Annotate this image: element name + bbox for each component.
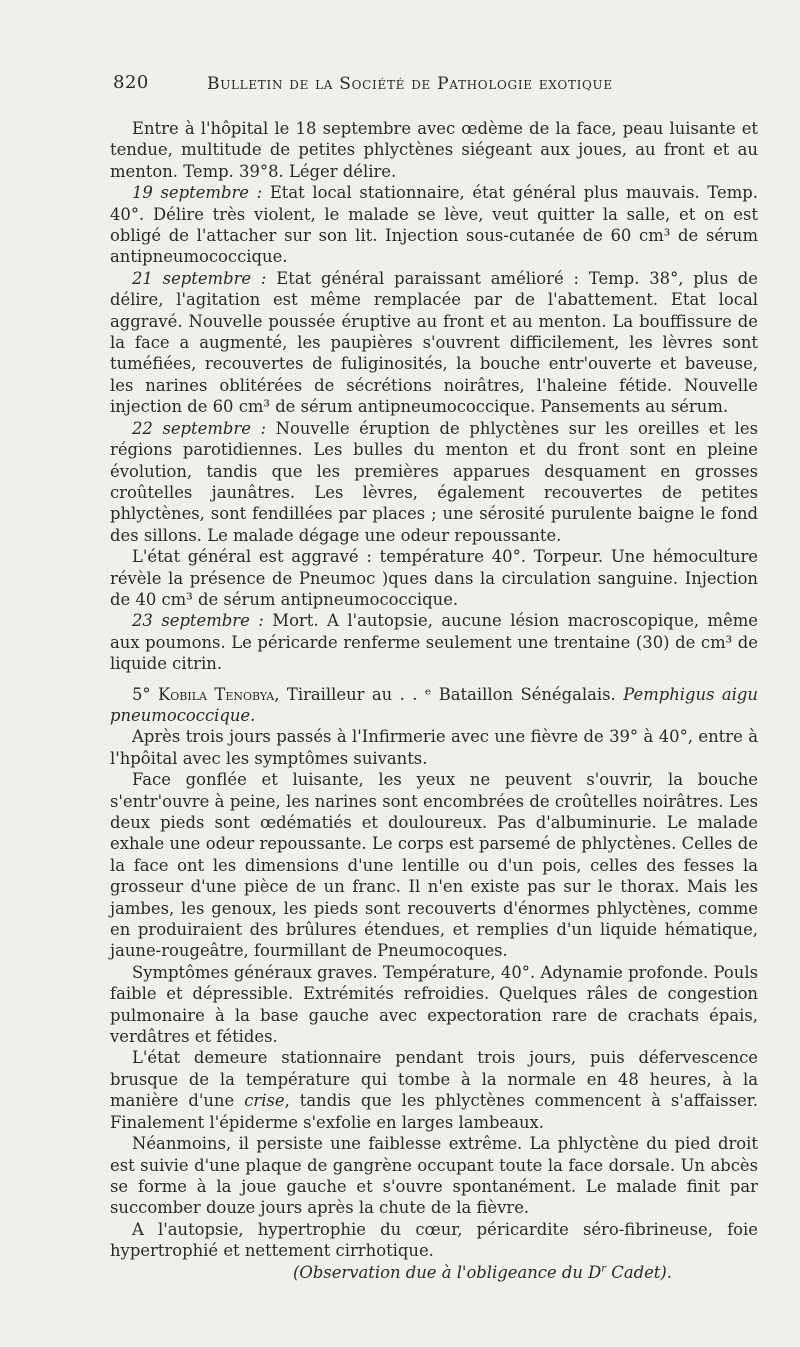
date-label: 23 septembre : <box>132 611 264 631</box>
article-body <box>110 118 758 1283</box>
paragraph-text: Etat général paraissant amélioré : Temp. 38°, plus de délire, l'agitation est même remplacée par de l'abattement. Etat local aggravé. Nouvelle poussée éruptive au front et au menton. La bouffissure de la face a augmenté, les paupières s'ouvrent difficilement, les lèvres sont tuméfiées, recouvertes de fuliginosités, la bouche entr'ouverte et baveuse, les narines oblitérées de sécrétions noirâtres, l'haleine fétide. Nouvelle injection de 60 cm³ de sérum antipneumococcique. Pansements au sérum. <box>110 268 758 417</box>
paragraph-19-sept <box>110 182 758 268</box>
paragraph-23-sept <box>110 610 758 674</box>
date-label: 21 septembre : <box>132 268 267 288</box>
observation-credit <box>110 1262 758 1283</box>
running-title: Bulletin de la Société de Pathologie exotique <box>207 74 613 94</box>
paragraph-text: , tandis que les phlyctènes commencent à s'affaisser. Finalement l'épiderme s'exfolie en larges lambeaux. <box>110 1091 758 1132</box>
paragraph-face: Face gonflée et luisante, les yeux ne peuvent s'ouvrir, la bouche s'entr'ouvre à peine, les narines sont encombrées de croûtelles noirâtres. Les deux pieds sont œdématiés et douloureux. Pas d'albuminurie. Le malade exhale une odeur repoussante. Le corps est parsemé de phlyctènes. Celles de la face ont les dimensions d'une lentille ou d'un pois, celles des fesses la grosseur d'une pièce de un franc. Il n'en existe pas sur le thorax. Mais les jambes, les genoux, les pieds sont recouverts d'énormes phlyctènes, comme en produiraient des brûlures étendues, et remplies d'un liquide hématique, jaune-rougeâtre, fourmillant de Pneumocoques. <box>110 770 758 961</box>
patient-name: Kobila Tenobya, <box>158 684 280 704</box>
paragraph-autopsy: A l'autopsie, hypertrophie du cœur, péricardite séro-fibrineuse, foie hypertrophié et nettement cirrhotique. <box>110 1219 758 1261</box>
paragraph-hemoculture: L'état général est aggravé : température 40°. Torpeur. Une hémoculture révèle la présence de Pneumoc )ques dans la circulation sanguine. Injection de 40 cm³ de sérum antipneumococcique. <box>110 547 758 609</box>
credit-prefix: (Observation due à l'obligeance du D <box>292 1262 602 1282</box>
credit-suffix: Cadet). <box>606 1262 672 1282</box>
case-heading <box>110 684 758 727</box>
case-number: 5° <box>132 684 151 704</box>
paragraph-gangrene: Néanmoins, il persiste une faiblesse extrême. La phlyctène du pied droit est suivie d'une plaque de gangrène occupant toute la face dorsale. Un abcès se forme à la joue gauche et s'ouvre spontanément. Le malade finit par succomber douze jours après la chute de la fièvre. <box>110 1134 758 1218</box>
date-label: 22 septembre : <box>132 418 267 438</box>
running-header <box>113 70 673 100</box>
paragraph-symptoms: Symptômes généraux graves. Température, 40°. Adynamie profonde. Pouls faible et dépressible. Extrémités refroidies. Quelques râles de congestion pulmonaire à la base gauche avec expectoration rare de crachats épais, verdâtres et fétides. <box>110 962 758 1047</box>
paragraph-admission: Entre à l'hôpital le 18 septembre avec œdème de la face, peau luisante et tendue, multitude de petites phlyctènes siégeant aux joues, au front et au menton. Temp. 39°8. Léger délire. <box>110 119 758 181</box>
credit-sup: r <box>601 1263 607 1275</box>
paragraph-21-sept <box>110 268 758 418</box>
case-unit: Tirailleur au . . ᵉ Bataillon Sénégalais. <box>286 684 616 704</box>
case-diagnosis: Pemphigus aigu pneumococcique. <box>110 684 758 725</box>
paragraph-text: L'état demeure stationnaire pendant trois jours, puis défervescence brusque de la température qui tombe à la normale en 48 heures, à la manière d'une <box>110 1048 758 1111</box>
paragraph-infirmary: Après trois jours passés à l'Infirmerie avec une fièvre de 39° à 40°, entre à l'hpôital avec les symptômes suivants. <box>110 727 758 768</box>
paragraph-defervescence <box>110 1047 758 1133</box>
paragraph-text: Mort. A l'autopsie, aucune lésion macroscopique, même aux poumons. Le péricarde renferme seulement une trentaine (30) de cm³ de liquide citrin. <box>110 611 758 674</box>
crise-word: crise <box>244 1091 285 1111</box>
page-number: 820 <box>113 72 149 93</box>
date-label: 19 septembre : <box>132 183 263 203</box>
paragraph-text: Etat local stationnaire, état général plus mauvais. Temp. 40°. Délire très violent, le malade se lève, veut quitter la salle, et on est obligé de l'attacher sur son lit. Injection sous-cutanée de 60 cm³ de sérum antipneumococcique. <box>110 183 758 267</box>
paragraph-text: Nouvelle éruption de phlyctènes sur les oreilles et les régions parotidiennes. Les bulles du menton et du front sont en pleine évolution, tandis que les premières apparues desquament en grosses croûtelles jaunâtres. Les lèvres, également recouvertes de petites phlyctènes, sont fendillées par places ; une sérosité purulente baigne le fond des sillons. Le malade dégage une odeur repoussante. <box>110 418 759 545</box>
paragraph-22-sept <box>110 418 758 546</box>
